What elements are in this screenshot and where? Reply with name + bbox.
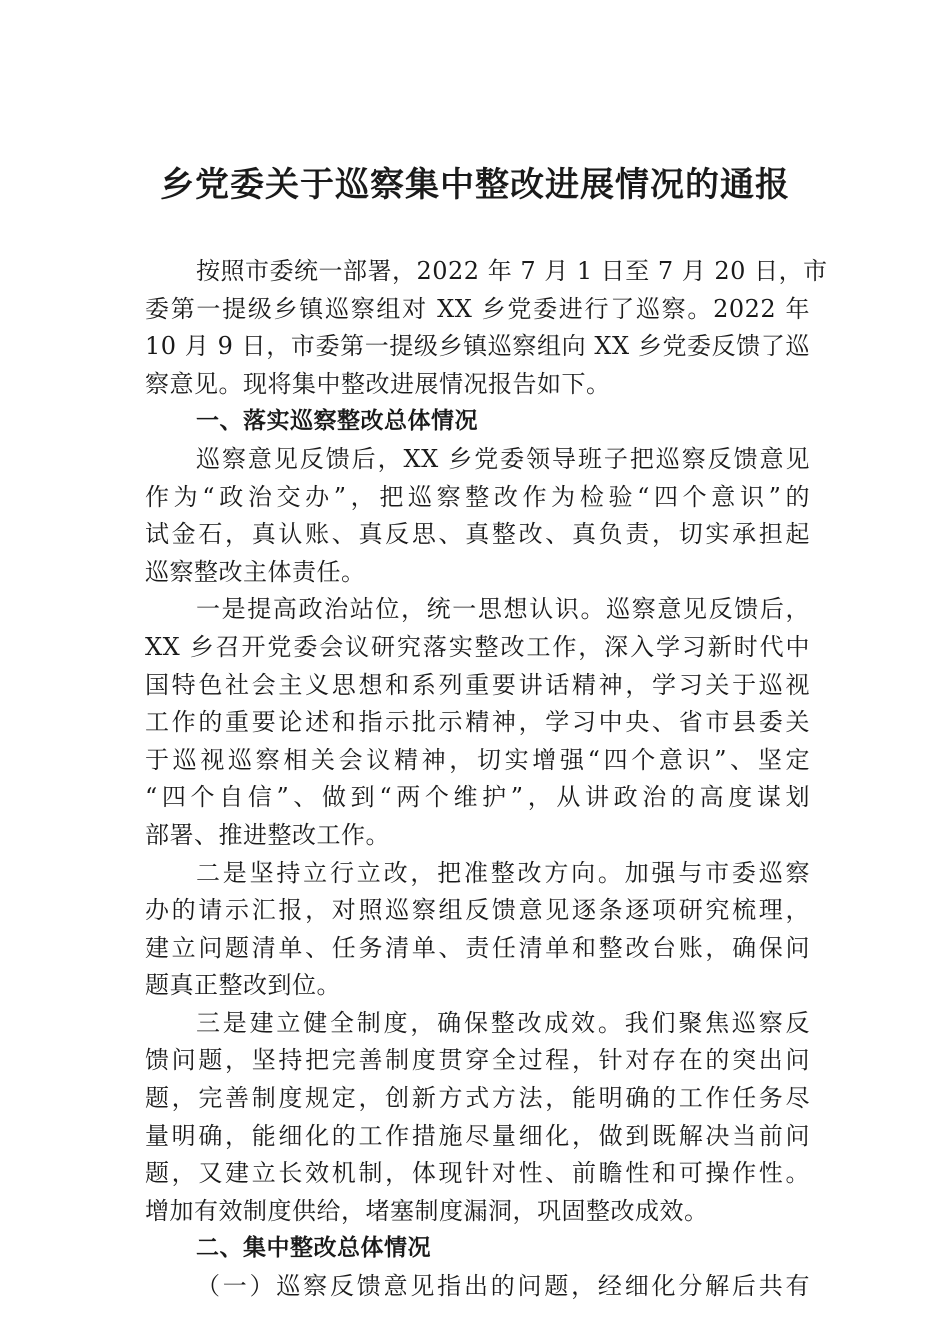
paragraph-line: 量明确，能细化的工作措施尽量细化，做到既解决当前问 <box>145 1121 810 1150</box>
document-body <box>145 253 828 1306</box>
paragraph-line: 一是提高政治站位，统一思想认识。巡察意见反馈后， <box>196 595 810 624</box>
paragraph-line: 题真正整改到位。 <box>145 971 341 1000</box>
paragraph-line: 二是坚持立行立改，把准整改方向。加强与市委巡察 <box>196 858 810 887</box>
paragraph-line: 题，完善制度规定，创新方式方法，能明确的工作任务尽 <box>145 1084 810 1113</box>
paragraph-line: 按照市委统一部署，2022 年 7 月 1 日至 7 月 20 日，市 <box>196 257 828 285</box>
paragraph-line: 部署、推进整改工作。 <box>145 820 390 849</box>
section-heading: 二、集中整改总体情况 <box>196 1235 431 1262</box>
section-heading: 一、落实巡察整改总体情况 <box>196 408 478 435</box>
paragraph-line: 作为“政治交办”，把巡察整改作为检验“四个意识”的 <box>145 482 810 511</box>
paragraph-line: 巡察整改主体责任。 <box>145 557 366 586</box>
paragraph-line: XX 乡召开党委会议研究落实整改工作，深入学习新时代中 <box>145 632 810 661</box>
paragraph-line: 建立问题清单、任务清单、责任清单和整改台账，确保问 <box>145 933 810 962</box>
paragraph-line: 10 月 9 日，市委第一提级乡镇巡察组向 XX 乡党委反馈了巡 <box>145 332 810 361</box>
paragraph-line: （一）巡察反馈意见指出的问题，经细化分解后共有 <box>196 1272 810 1301</box>
paragraph-line: 题，又建立长效机制，体现针对性、前瞻性和可操作性。 <box>145 1159 810 1188</box>
paragraph-line: 增加有效制度供给，堵塞制度漏洞，巩固整改成效。 <box>145 1196 709 1225</box>
paragraph-line: 国特色社会主义思想和系列重要讲话精神，学习关于巡视 <box>145 670 810 699</box>
paragraph-line: 办的请示汇报，对照巡察组反馈意见逐条逐项研究梳理， <box>145 896 810 925</box>
paragraph-line: 察意见。现将集中整改进展情况报告如下。 <box>145 369 611 398</box>
paragraph-line: 巡察意见反馈后，XX 乡党委领导班子把巡察反馈意见 <box>196 444 810 473</box>
paragraph-line: “四个自信”、做到“两个维护”，从讲政治的高度谋划 <box>145 783 810 812</box>
paragraph-line: 试金石，真认账、真反思、真整改、真负责，切实承担起 <box>145 520 810 549</box>
paragraph-line: 委第一提级乡镇巡察组对 XX 乡党委进行了巡察。2022 年 <box>145 294 810 323</box>
paragraph-line: 馈问题，坚持把完善制度贯穿全过程，针对存在的突出问 <box>145 1046 810 1075</box>
paragraph-line: 工作的重要论述和指示批示精神，学习中央、省市县委关 <box>145 708 810 737</box>
paragraph-line: 三是建立健全制度，确保整改成效。我们聚焦巡察反 <box>196 1008 810 1037</box>
paragraph-line: 于巡视巡察相关会议精神，切实增强“四个意识”、坚定 <box>145 745 810 774</box>
document-title: 乡党委关于巡察集中整改进展情况的通报 <box>160 165 790 205</box>
